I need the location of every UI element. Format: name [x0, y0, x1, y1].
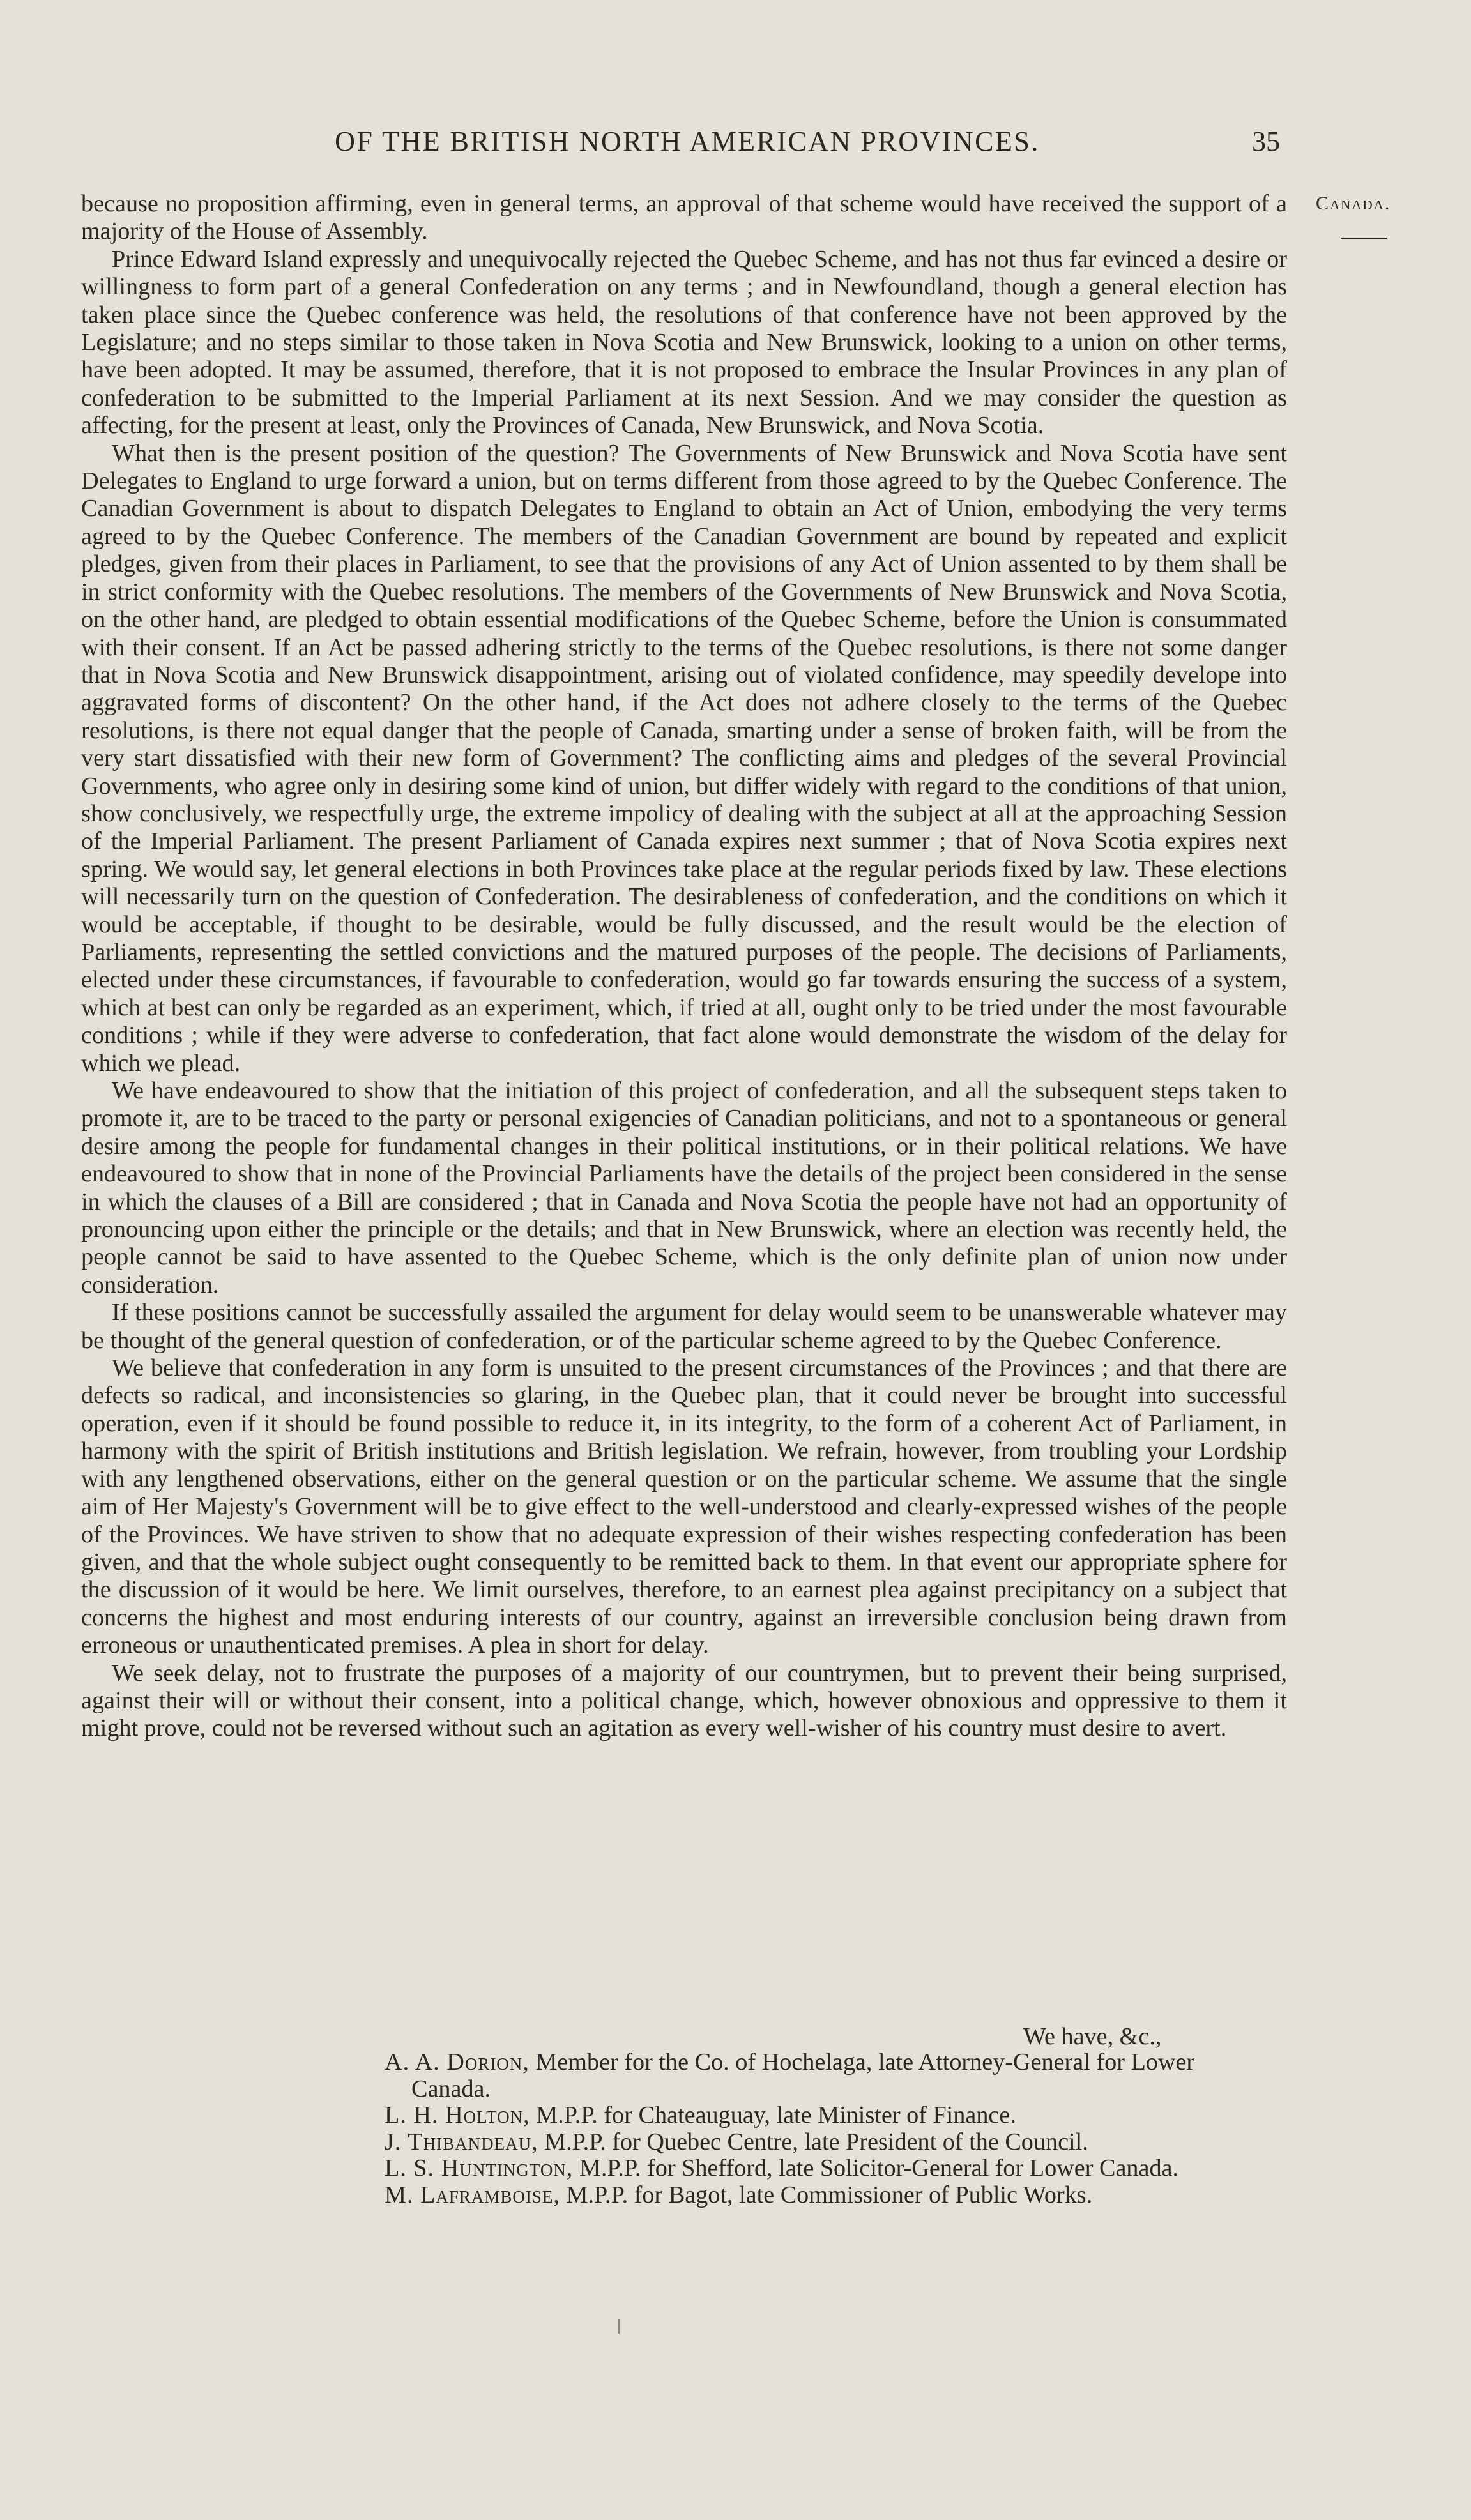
signatory-name: A. A. Dorion, — [385, 2049, 530, 2076]
paragraph: We believe that confederation in any form is unsuited to the present circumstances of the Provinces ; and that there are defects so radical, and inconsistencies so glaring, in the Quebec plan, that it could never be brought into successful operation, even if it should be found possible to reduce it, in its integrity, to the form of a coherent Act of Parliament, in harmony with the spirit of British institutions and British legislation. We refrain, however, from troubling your Lordship with any lengthened observations, either on the general question or on the particular scheme. We assume that the single aim of Her Majesty's Government will be to give effect to the well-understood and clearly-expressed wishes of the people of the Provinces. We have striven to show that no adequate expression of their wishes respecting confederation has been given, and that the whole subject ought consequently to be remitted back to them. In that event our appropriate sphere for the discussion of it would be here. We limit ourselves, therefore, to an earnest plea against precipitancy on a subject that concerns the highest and most enduring interests of our country, against an irreversible conclusion being drawn from erroneous or unauthenticated premises. A plea in short for delay. — [81, 1355, 1287, 1659]
margin-note: Canada. — [1316, 193, 1391, 214]
print-mark — [618, 2319, 620, 2334]
signatory-name: M. Laframboise, — [385, 2181, 560, 2208]
paragraph: If these positions cannot be successfully assailed the argument for delay would seem to be unanswerable whatever may be thought of the general question of confederation, or of the particular scheme agreed to by the Quebec Conference. — [81, 1299, 1287, 1354]
signature-line — [385, 2049, 1266, 2102]
signature-line — [385, 2102, 1266, 2129]
closing-salutation: We have, &c., — [1023, 2023, 1162, 2050]
page-number: 35 — [1252, 126, 1280, 157]
signatory-role: M.P.P. for Bagot, late Commissioner of Public Works. — [566, 2181, 1093, 2208]
body-text — [81, 190, 1287, 1743]
signatory-name: L. S. Huntington, — [385, 2155, 574, 2182]
margin-rule — [1341, 238, 1387, 239]
paragraph: We have endeavoured to show that the initiation of this project of confederation, and all the subsequent steps taken to promote it, are to be traced to the party or personal exigencies of Canadian politicians, and not to a spontaneous or general desire among the people for fundamental changes in their political institutions, or in their political relations. We have endeavoured to show that in none of the Provincial Parliaments have the details of the project been considered in the sense in which the clauses of a Bill are considered ; that in Canada and Nova Scotia the people have not had an opportunity of pronouncing upon either the principle or the details; and that in New Brunswick, where an election was recently held, the people cannot be said to have assented to the Quebec Scheme, which is the only definite plan of union now under consideration. — [81, 1077, 1287, 1298]
signature-line — [385, 2129, 1266, 2156]
signatory-name: J. Thibandeau, — [385, 2128, 538, 2155]
paragraph: What then is the present position of the question? The Governments of New Brunswick and Nova Scotia have sent Delegates to England to urge forward a union, but on terms different from those agreed to by the Quebec Conference. The Canadian Government is about to dispatch Delegates to England to obtain an Act of Union, embodying the very terms agreed to by the Quebec Conference. The members of the Canadian Government are bound by repeated and explicit pledges, given from their places in Parliament, to see that the provisions of any Act of Union assented to by them shall be in strict conformity with the Quebec resolutions. The members of the Governments of New Brunswick and Nova Scotia, on the other hand, are pledged to obtain essential modifications of the Quebec Scheme, before the Union is consummated with their consent. If an Act be passed adhering strictly to the terms of the Quebec resolutions, is there not some danger that in Nova Scotia and New Brunswick disappointment, arising out of violated confidence, may speedily develope into aggravated forms of discontent? On the other hand, if the Act does not adhere closely to the terms of the Quebec resolutions, is there not equal danger that the people of Canada, smarting under a sense of broken faith, will be from the very start dissatisfied with their new form of Government? The conflicting aims and pledges of the several Provincial Governments, who agree only in desiring some kind of union, but differ widely with regard to the conditions of that union, show conclusively, we respectfully urge, the extreme impolicy of dealing with the subject at all at the approaching Session of the Imperial Parliament. The present Parliament of Canada expires next summer ; that of Nova Scotia expires next spring. We would say, let general elections in both Provinces take place at the regular periods fixed by law. These elections will necessarily turn on the question of Confederation. The desirableness of confederation, and the conditions on which it would be acceptable, if thought to be desirable, would be fully discussed, and the result would be the election of Parliaments, representing the settled convictions and the matured purposes of the people. The decisions of Parliaments, elected under these circumstances, if favourable to confederation, would go far towards ensuring the success of a system, which at best can only be regarded as an experiment, which, if tried at all, ought only to be tried under the most favourable conditions ; while if they were adverse to confederation, that fact alone would demonstrate the wisdom of the delay for which we plead. — [81, 439, 1287, 1077]
signatory-name: L. H. Holton, — [385, 2102, 530, 2129]
signature-line — [385, 2155, 1266, 2182]
signatory-role: Member for the Co. of Hochelaga, late Attorney-General for Lower Canada. — [411, 2049, 1195, 2102]
paragraph: We seek delay, not to frustrate the purposes of a majority of our countrymen, but to prevent their being surprised, against their will or without their consent, into a political change, which, however obnoxious and oppressive to them it might prove, could not be reversed without such an agitation as every well-wisher of his country must desire to avert. — [81, 1659, 1287, 1742]
paragraph: Prince Edward Island expressly and unequivocally rejected the Quebec Scheme, and has not thus far evinced a desire or willingness to form part of a general Confederation on any terms ; and in Newfoundland, though a general election has taken place since the Quebec conference was held, the resolutions of that conference have not been approved by the Legislature; and no steps similar to those taken in Nova Scotia and New Brunswick, looking to a union on other terms, have been adopted. It may be assumed, therefore, that it is not proposed to embrace the Insular Provinces in any plan of confederation to be submitted to the Imperial Parliament at its next Session. And we may consider the question as affecting, for the present at least, only the Provinces of Canada, New Brunswick, and Nova Scotia. — [81, 245, 1287, 439]
signatory-role: M.P.P. for Quebec Centre, late President of the Council. — [544, 2128, 1088, 2155]
paragraph: because no proposition affirming, even in general terms, an approval of that scheme would have received the support of a majority of the House of Assembly. — [81, 190, 1287, 245]
signatory-role: M.P.P. for Shefford, late Solicitor-General for Lower Canada. — [579, 2155, 1179, 2182]
signatory-role: M.P.P. for Chateauguay, late Minister of Finance. — [536, 2102, 1016, 2129]
signature-block — [385, 2049, 1266, 2209]
signature-line — [385, 2182, 1266, 2209]
running-header: OF THE BRITISH NORTH AMERICAN PROVINCES. — [335, 126, 1040, 157]
